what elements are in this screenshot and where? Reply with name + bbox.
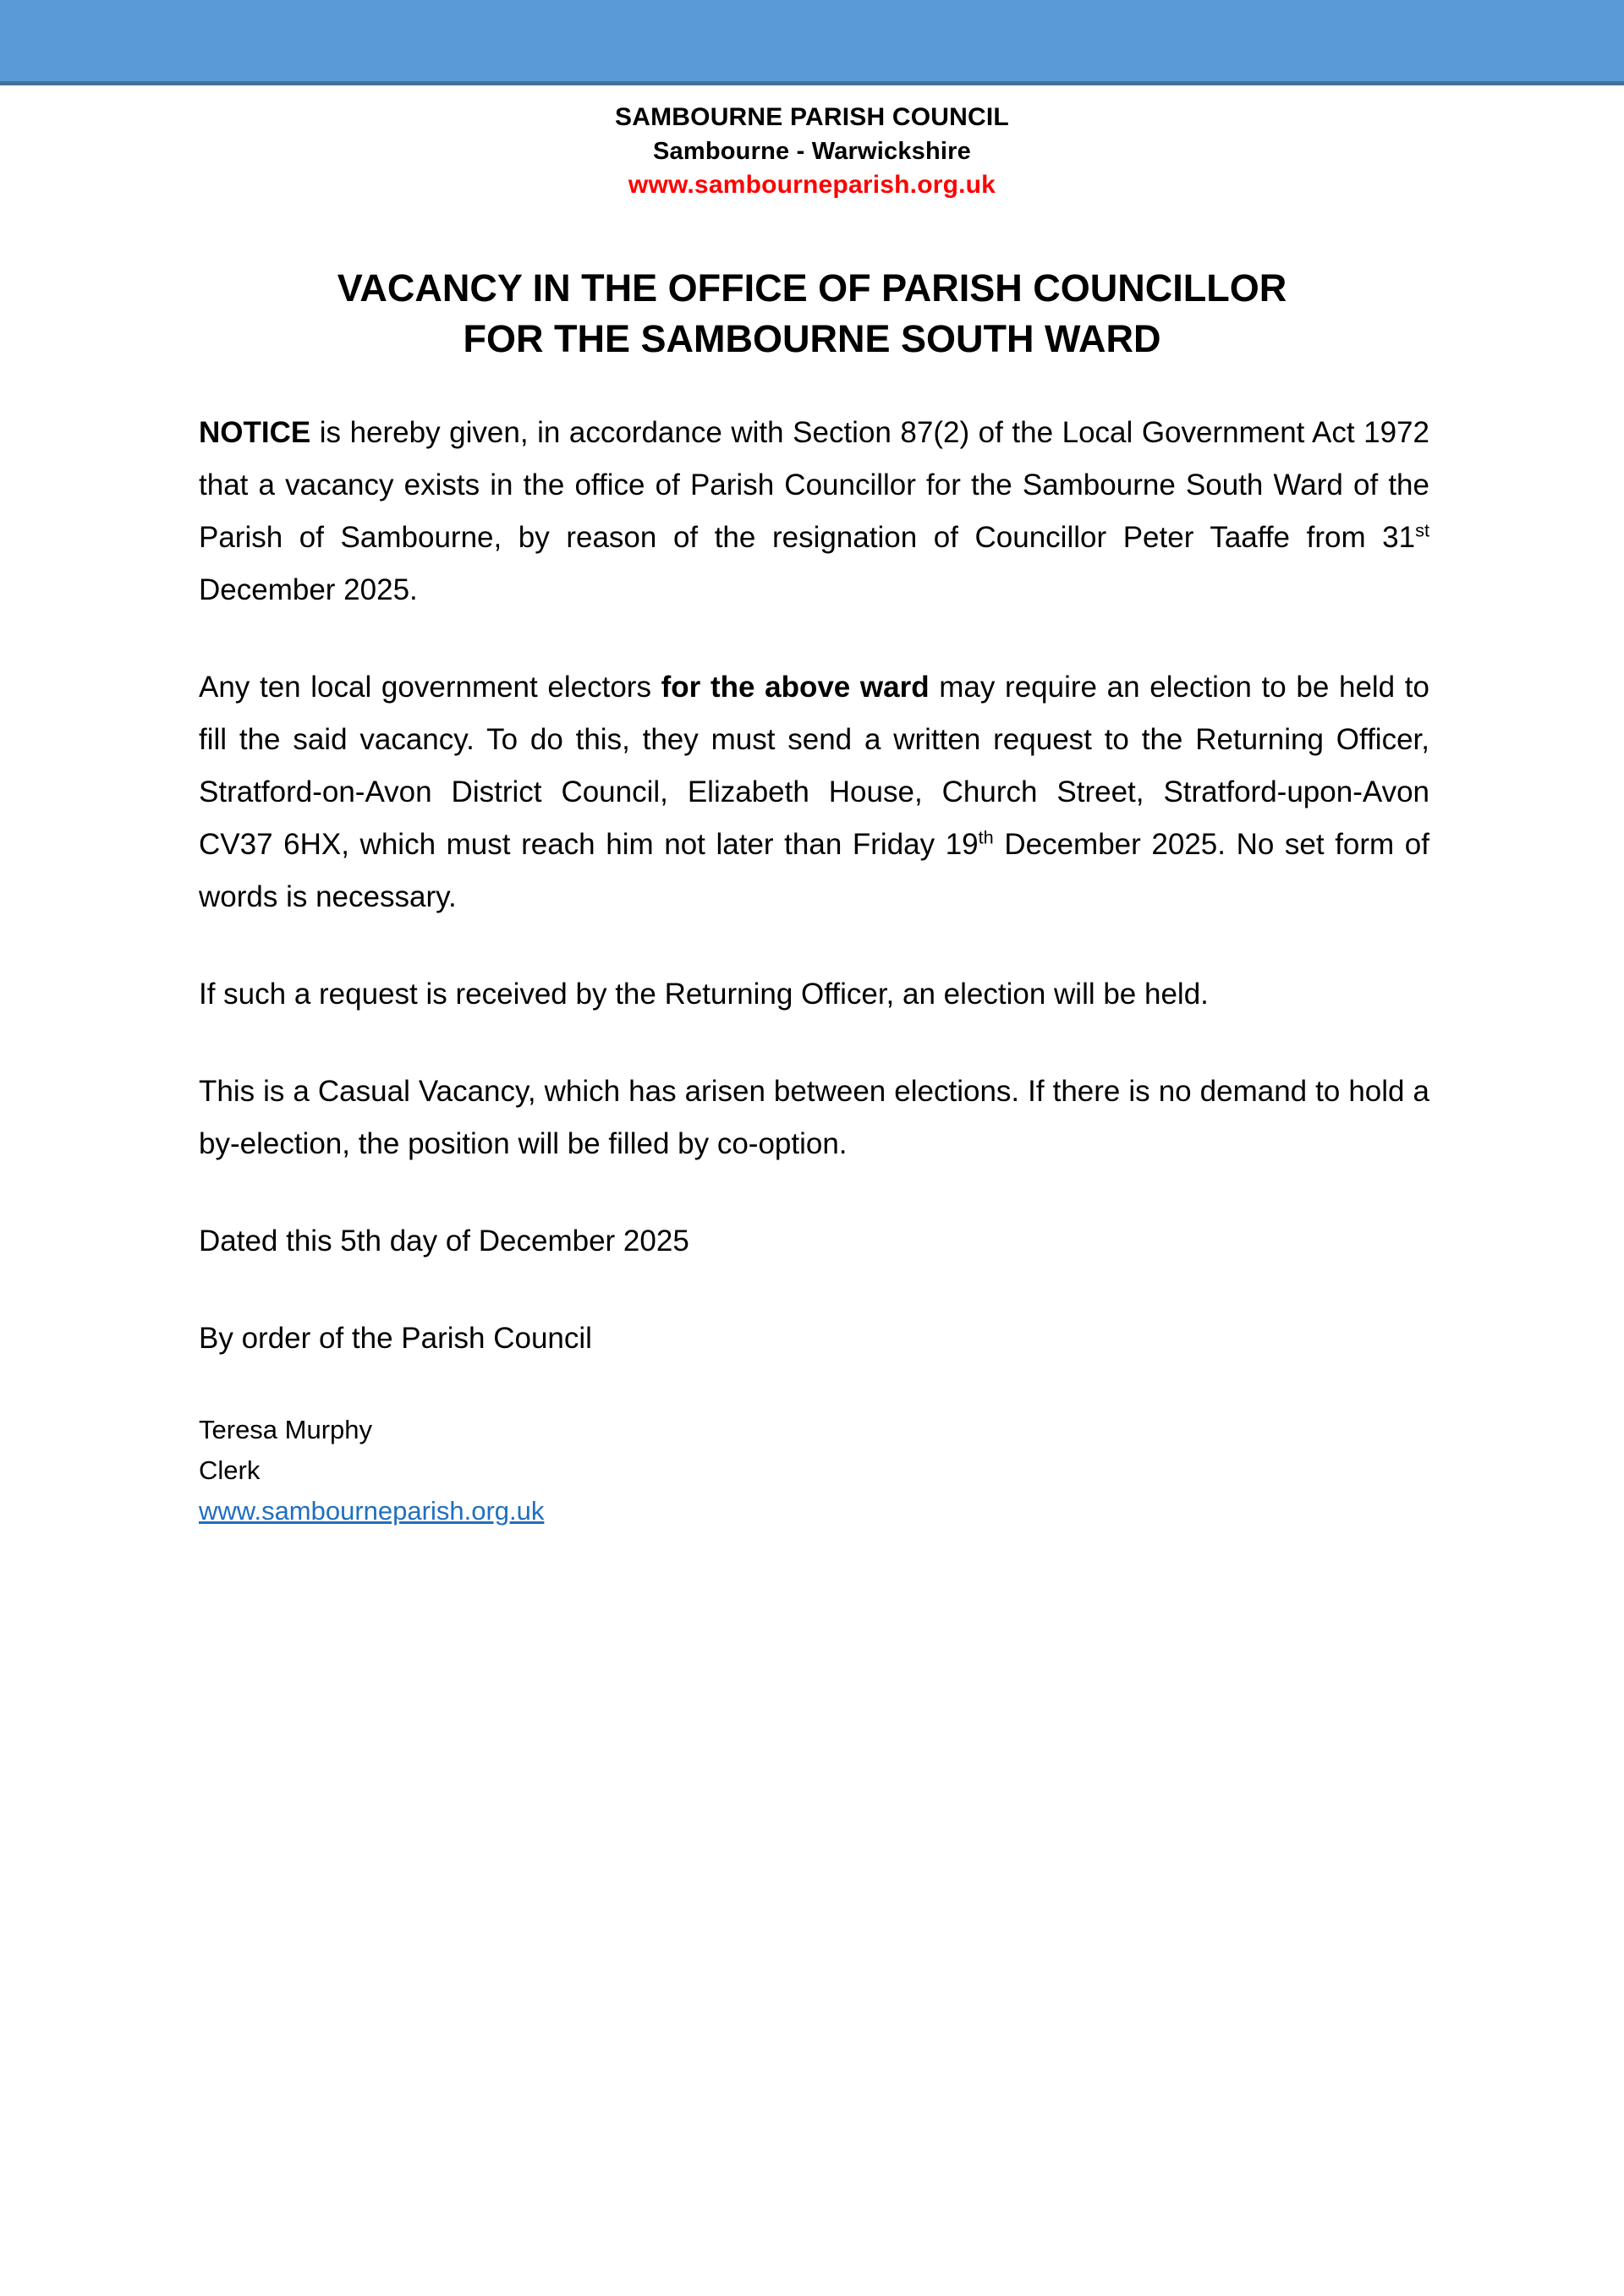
paragraph-casual-vacancy: This is a Casual Vacancy, which has arisen between elections. If there is no demand to hold a by-election, the position will be filled by co-option. xyxy=(199,1075,1429,1160)
paragraph-by-order: By order of the Parish Council xyxy=(199,1322,592,1355)
page-title xyxy=(0,263,1624,364)
page-title-line-2: FOR THE SAMBOURNE SOUTH WARD xyxy=(463,317,1161,360)
letterhead-organisation: SAMBOURNE PARISH COUNCIL xyxy=(615,103,1009,131)
electors-text-part-2: may require an election to be held to fill the said vacancy. To do this, they must send a written request to the Returning Officer, Stratford-on-Avon District Council, Elizabeth House, Church Street, Stratford-upon-Avon CV37 6HX, which must reach him not later than Friday 19 xyxy=(199,671,1429,861)
electors-text-part-3: December 2025. No set form of words is necessary. xyxy=(199,828,1429,913)
electors-text-part-1: Any ten local government electors xyxy=(199,671,661,704)
letterhead-location: Sambourne - Warwickshire xyxy=(653,138,971,165)
letterhead xyxy=(0,85,1624,202)
notice-page xyxy=(0,85,1624,1532)
paragraph-dated: Dated this 5th day of December 2025 xyxy=(199,1225,689,1258)
clerk-name: Teresa Murphy xyxy=(199,1415,373,1444)
notice-text-part-2: December 2025. xyxy=(199,573,418,606)
clerk-role: Clerk xyxy=(199,1455,261,1485)
letterhead-website: www.sambourneparish.org.uk xyxy=(628,171,996,199)
paragraph-notice xyxy=(199,407,1429,616)
page-title-line-1: VACANCY IN THE OFFICE OF PARISH COUNCILLOR xyxy=(337,266,1287,310)
notice-text-part-1: is hereby given, in accordance with Section 87(2) of the Local Government Act 1972 that a vacancy exists in the office of Parish Councillor for the Sambourne South Ward of the Parish of Sambourne, by reason of the resignation of Councillor Peter Taaffe from 31 xyxy=(199,416,1429,554)
notice-lead-word: NOTICE xyxy=(199,416,311,449)
electors-bold-phrase: for the above ward xyxy=(661,671,930,704)
parish-website-link[interactable]: www.sambourneparish.org.uk xyxy=(199,1496,545,1526)
signature-block xyxy=(199,1410,1429,1532)
paragraph-electors xyxy=(199,661,1429,923)
electors-ordinal-suffix: th xyxy=(978,826,994,848)
paragraph-election-held: If such a request is received by the Returning Officer, an election will be held. xyxy=(199,978,1209,1011)
notice-body xyxy=(0,407,1624,1532)
top-blue-banner xyxy=(0,0,1624,81)
notice-ordinal-suffix: st xyxy=(1415,519,1429,541)
